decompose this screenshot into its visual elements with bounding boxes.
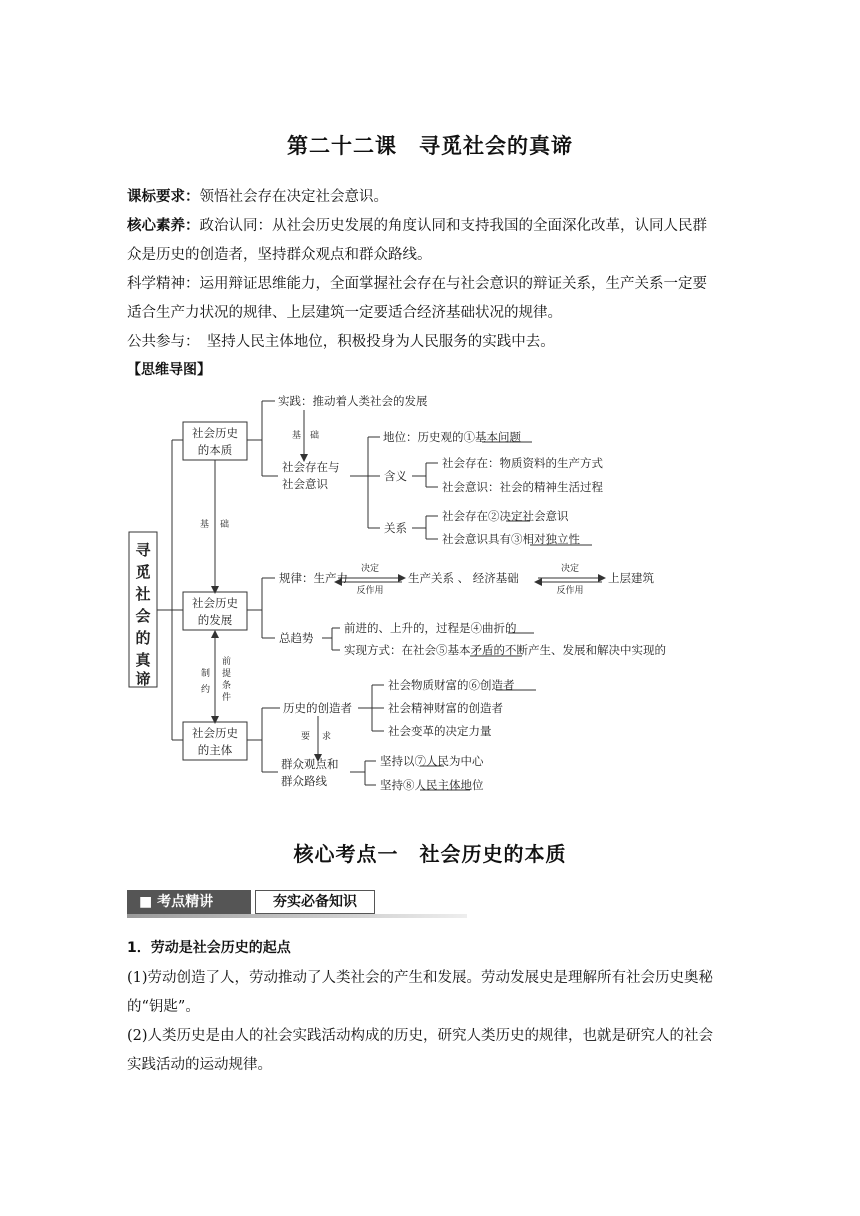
existence-label: 社会意识	[282, 477, 328, 491]
arrow-decide: 决定	[360, 564, 380, 574]
independent-text: 社会意识具有③相对独立性	[442, 532, 580, 546]
subject-label: 社会历史	[192, 726, 238, 740]
development-label: 的发展	[197, 613, 233, 627]
development-label: 社会历史	[192, 596, 238, 610]
basis-label: 础	[310, 431, 320, 441]
superstructure: 上层建筑	[608, 571, 654, 585]
precondition-label: 前	[222, 657, 232, 667]
mass-line-label: 群众观点和	[281, 757, 339, 771]
page-title: 第二十二课 寻觅社会的真谛	[287, 134, 573, 158]
basis-label: 基	[292, 431, 302, 441]
science-line2: 适合生产力状况的规律、上层建筑一定要适合经济基础状况的规律。	[127, 305, 562, 321]
trend-label: 总趋势	[279, 631, 314, 645]
root-char: 真	[135, 651, 151, 669]
status2-text: 坚持⑧人民主体地位	[380, 778, 484, 792]
root-char: 寻	[135, 541, 151, 559]
root-char: 的	[135, 629, 151, 647]
root-char: 社	[135, 585, 151, 603]
public-participation: 公共参与： 坚持人民主体地位，积极投身为人民服务的实践中去。	[127, 334, 555, 350]
require-label: 要	[301, 732, 311, 742]
root-char: 觅	[135, 563, 151, 581]
precondition-label: 件	[222, 693, 232, 703]
mindmap-heading: 【思维导图】	[127, 362, 211, 378]
political-line2: 众是历史的创造者，坚持群众观点和群众路线。	[127, 247, 432, 263]
point1-p2-line1: (2)人类历史是由人的社会实践活动构成的历史，研究人类历史的规律，也就是研究人的社会	[127, 1028, 714, 1044]
point1-p1-line1: (1)劳动创造了人，劳动推动了人类社会的产生和发展。劳动发展史是理解所有社会历史奥秘	[127, 970, 714, 986]
restrict-label: 约	[201, 685, 211, 695]
requirements-text: 领悟社会存在决定社会意识。	[199, 189, 388, 205]
restrict-label: 制	[201, 669, 211, 679]
arrow-react: 反作用	[356, 586, 384, 596]
practice-text: 实践：推动着人类社会的发展	[278, 394, 428, 408]
banner-underline	[127, 914, 467, 918]
status-text: 地位：历史观的①基本问题	[383, 430, 521, 444]
wealth-text: 社会物质财富的⑥创造者	[388, 678, 515, 692]
existence-def: 社会存在：物质资料的生产方式	[442, 456, 603, 470]
banner-knowledge: 夯实必备知识	[255, 890, 375, 914]
creator-label: 历史的创造者	[283, 701, 352, 715]
point1-p2-line2: 实践活动的运动规律。	[127, 1057, 272, 1073]
existence-label: 社会存在与	[282, 460, 340, 474]
decide-text: 社会存在②决定社会意识	[442, 509, 569, 523]
precondition-label: 提	[222, 669, 232, 679]
point1-title: 1．劳动是社会历史的起点	[127, 940, 291, 956]
science-line1: 科学精神：运用辩证思维能力，全面掌握社会存在与社会意识的辩证关系，生产关系一定要	[127, 276, 707, 292]
relation-label: 关系	[384, 521, 407, 535]
require-label: 求	[322, 732, 332, 742]
consciousness-def: 社会意识：社会的精神生活过程	[442, 480, 603, 494]
section-title: 核心考点一 社会历史的本质	[293, 842, 567, 866]
political-line1: 政治认同：从社会历史发展的角度认同和支持我国的全面深化改革，认同人民群	[199, 218, 707, 234]
essence-label: 的本质	[197, 443, 233, 457]
center-text: 坚持以⑦人民为中心	[380, 754, 484, 768]
literacy-label: 核心素养：	[127, 218, 200, 234]
basis-label: 基	[200, 520, 210, 530]
law-text: 规律：生产力	[279, 571, 348, 585]
production-relation: 生产关系 、 经济基础	[408, 571, 519, 585]
spirit-text: 社会精神财富的创造者	[388, 701, 503, 715]
root-char: 谛	[135, 670, 151, 688]
banner-key-points: ■ 考点精讲	[127, 890, 251, 914]
essence-label: 社会历史	[192, 426, 238, 440]
reform-text: 社会变革的决定力量	[388, 724, 492, 738]
root-char: 会	[135, 607, 151, 625]
subject-label: 的主体	[197, 743, 233, 757]
point1-p1-line2: 的“钥匙”。	[127, 999, 200, 1015]
basis-label: 础	[220, 520, 230, 530]
mass-line-label: 群众路线	[281, 774, 327, 788]
arrow-decide: 决定	[560, 564, 580, 574]
arrow-react: 反作用	[556, 586, 584, 596]
precondition-label: 条	[222, 681, 232, 691]
trend-text: 前进的、上升的，过程是④曲折的	[344, 621, 517, 635]
meaning-label: 含义	[384, 469, 407, 483]
requirements-label: 课标要求：	[127, 189, 200, 205]
realize-text: 实现方式：在社会⑤基本矛盾的不断产生、发展和解决中实现的	[344, 643, 666, 657]
